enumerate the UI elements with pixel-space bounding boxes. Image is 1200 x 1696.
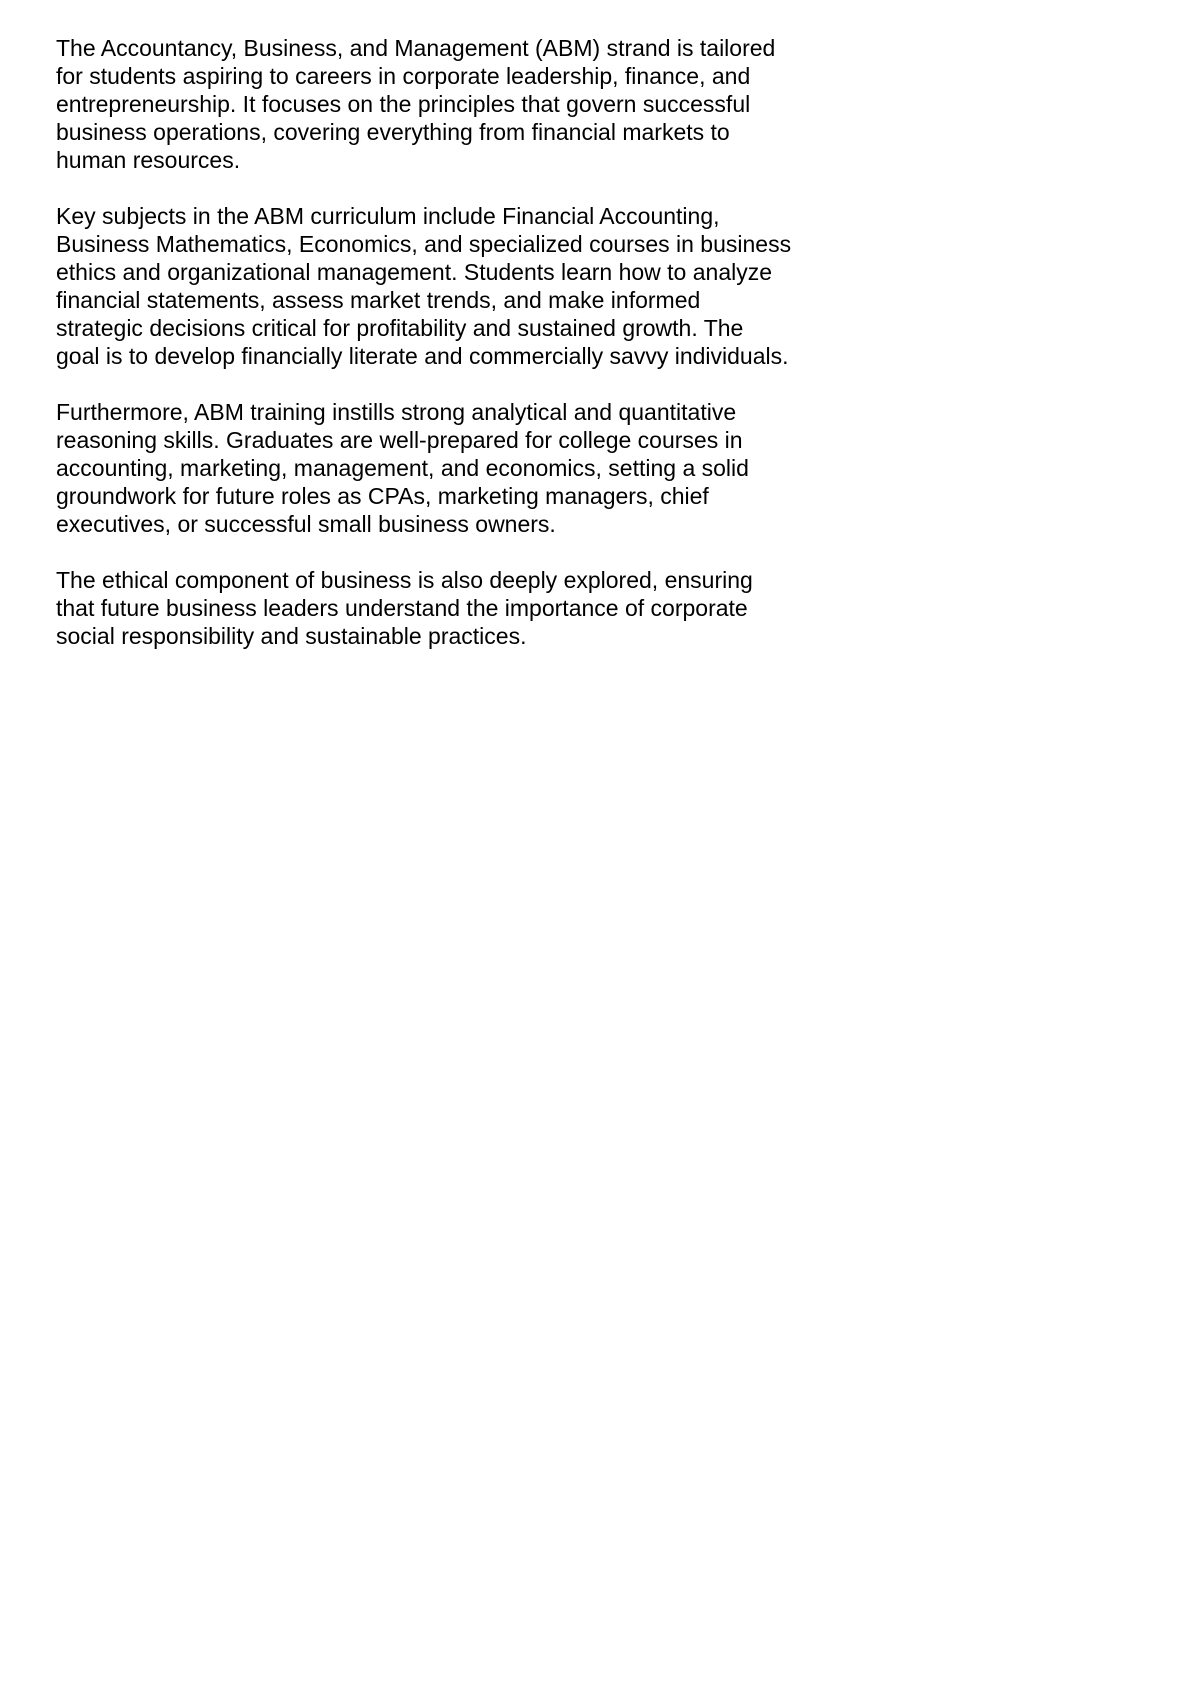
text-line: human resources. <box>56 147 241 173</box>
text-line: goal is to develop financially literate and commercially savvy individuals. <box>56 343 789 369</box>
text-line: Furthermore, ABM training instills strong analytical and quantitative <box>56 399 737 425</box>
text-line: for students aspiring to careers in corporate leadership, finance, and <box>56 63 751 89</box>
paragraph-analytical-skills <box>56 398 856 538</box>
text-line: social responsibility and sustainable practices. <box>56 623 527 649</box>
text-line: business operations, covering everything from financial markets to <box>56 119 730 145</box>
text-line: Business Mathematics, Economics, and specialized courses in business <box>56 231 792 257</box>
paragraph-abm-intro <box>56 34 856 174</box>
text-line: that future business leaders understand the importance of corporate <box>56 595 748 621</box>
text-line: accounting, marketing, management, and economics, setting a solid <box>56 455 749 481</box>
paragraph-ethics <box>56 566 856 650</box>
text-line: entrepreneurship. It focuses on the principles that govern successful <box>56 91 751 117</box>
text-line: Key subjects in the ABM curriculum include Financial Accounting, <box>56 203 720 229</box>
text-line: The ethical component of business is also deeply explored, ensuring <box>56 567 753 593</box>
text-line: The Accountancy, Business, and Management (ABM) strand is tailored <box>56 35 776 61</box>
document-body <box>56 34 856 678</box>
text-line: ethics and organizational management. Students learn how to analyze <box>56 259 773 285</box>
text-line: strategic decisions critical for profitability and sustained growth. The <box>56 315 744 341</box>
text-line: financial statements, assess market trends, and make informed <box>56 287 701 313</box>
text-line: reasoning skills. Graduates are well-prepared for college courses in <box>56 427 743 453</box>
paragraph-key-subjects <box>56 202 856 370</box>
text-line: executives, or successful small business owners. <box>56 511 556 537</box>
text-line: groundwork for future roles as CPAs, marketing managers, chief <box>56 483 709 509</box>
